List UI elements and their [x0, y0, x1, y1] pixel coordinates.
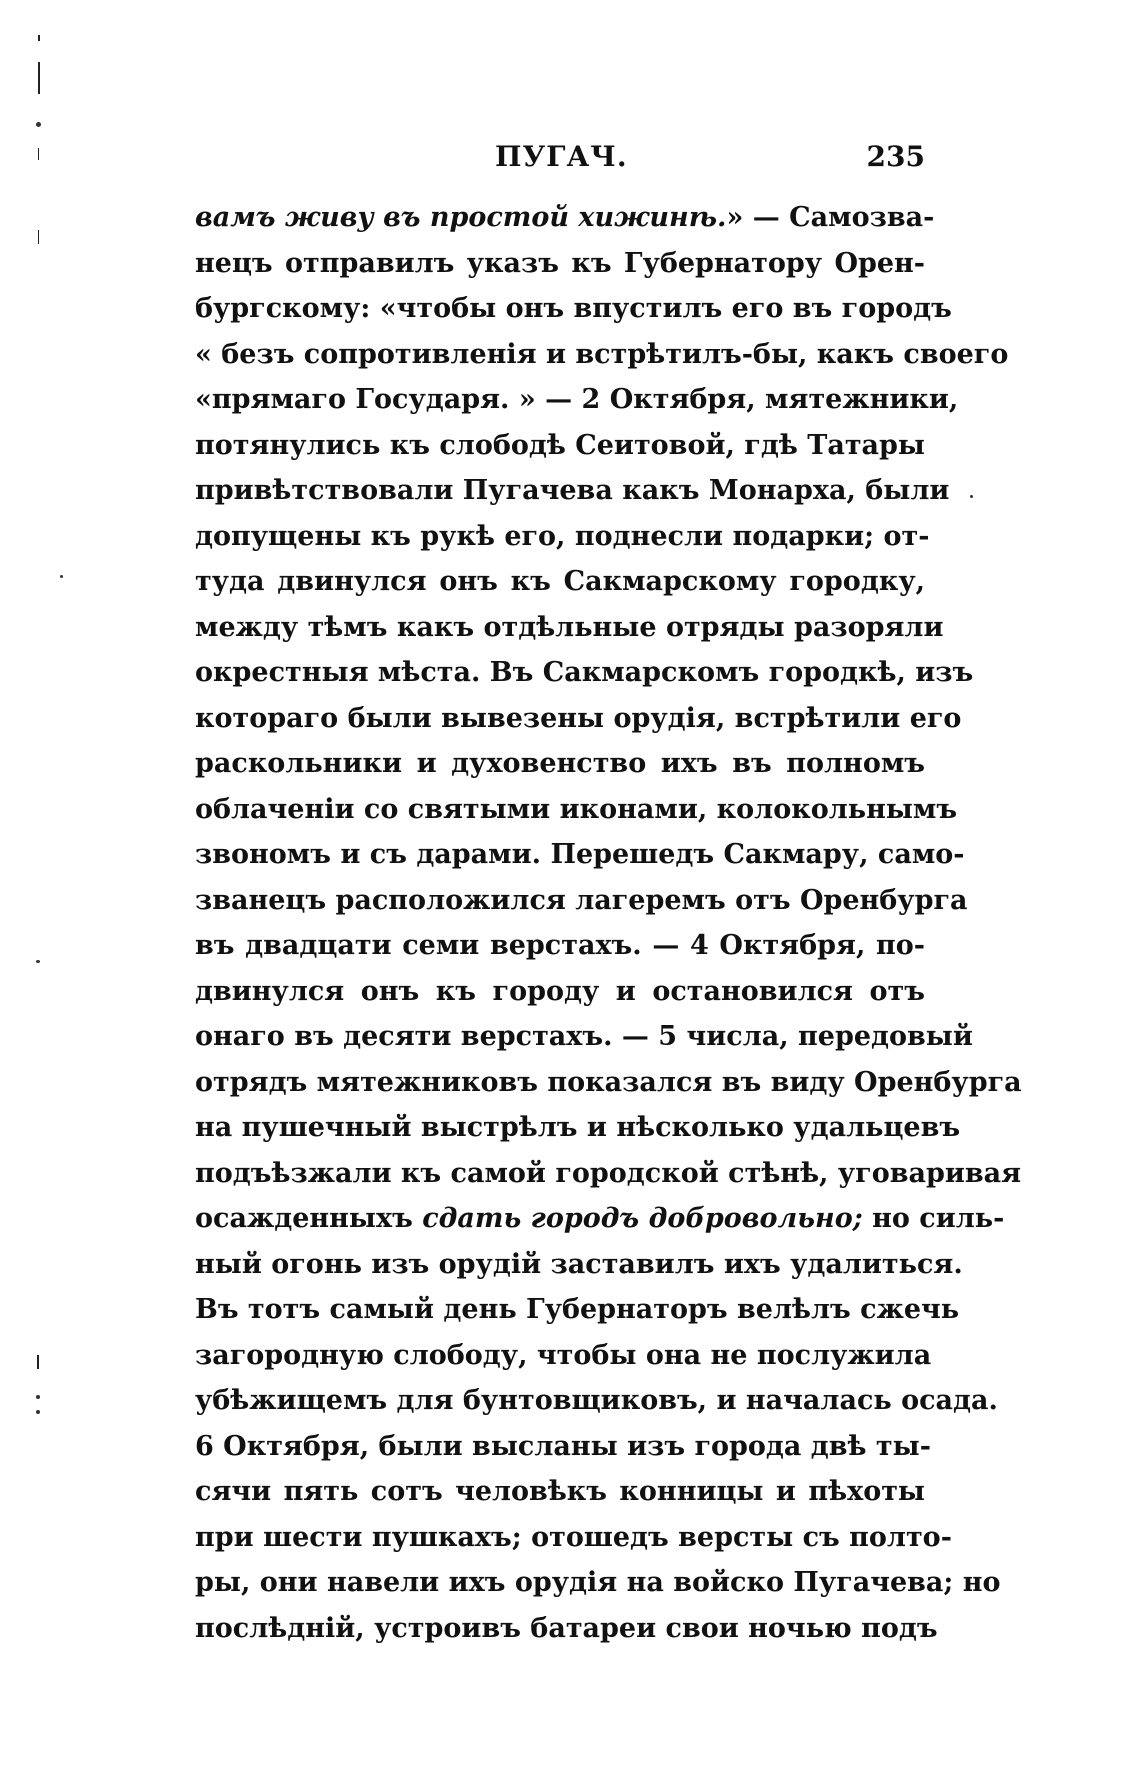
text-span: окрестныя мѣста. Въ Сакмарскомъ городкѣ, изъ — [195, 657, 974, 688]
text-span: въ двадцати семи верстахъ. — 4 Октября, по- — [195, 930, 925, 961]
text-line — [195, 605, 944, 651]
text-line — [195, 377, 959, 423]
text-line — [195, 923, 925, 969]
text-span: сячи пять сотъ человѣкъ конницы и пѣхоты — [195, 1476, 925, 1507]
text-line — [195, 1515, 952, 1561]
margin-mark — [38, 230, 39, 244]
margin-speck — [60, 575, 63, 578]
text-line — [195, 514, 930, 560]
text-span: между тѣмъ какъ отдѣльные отряды разоряли — [195, 611, 944, 643]
text-span: но силь- — [862, 1203, 1005, 1234]
text-line — [195, 559, 925, 605]
running-head — [195, 140, 925, 180]
text-line — [195, 1014, 973, 1060]
text-span: туда двинулся онъ къ Сакмарскому городку, — [195, 566, 925, 597]
margin-speck — [36, 1410, 40, 1414]
text-line — [195, 1560, 1001, 1606]
text-line — [195, 741, 925, 787]
text-line — [195, 286, 952, 332]
text-line — [195, 787, 958, 833]
text-line — [195, 1151, 1022, 1197]
text-line — [195, 241, 925, 287]
margin-mark — [37, 1355, 39, 1369]
text-line — [195, 650, 974, 696]
text-line — [195, 696, 962, 742]
text-span: ный огонь изъ орудій заставилъ ихъ удалиться. — [195, 1248, 963, 1280]
text-line — [195, 423, 925, 469]
text-span: отрядъ мятежниковъ показался въ виду Оренбурга — [195, 1066, 1022, 1098]
text-span: потянулись къ слободѣ Сеитовой, гдѣ Татары — [195, 429, 925, 461]
text-span: званецъ расположился лагеремъ отъ Оренбурга — [195, 884, 968, 916]
text-span: 6 Октября, были высланы изъ города двѣ ты- — [195, 1430, 931, 1462]
text-line — [195, 1060, 1022, 1106]
text-line — [195, 1242, 963, 1288]
text-span: привѣтствовали Пугачева какъ Монарха, были — [195, 475, 950, 506]
text-span: облаченіи со святыми иконами, колокольнымъ — [195, 793, 958, 825]
text-line — [195, 1424, 931, 1470]
text-span: при шести пушкахъ; отошедъ версты съ полто- — [195, 1521, 952, 1553]
text-line — [195, 1333, 932, 1379]
running-title: ПУГАЧ. — [495, 140, 628, 173]
text-span: котораго были вывезены орудія, встрѣтили его — [195, 702, 962, 734]
text-span: «прямаго Государя. » — 2 Октября, мятежники, — [195, 384, 959, 415]
text-line — [195, 1105, 961, 1151]
page-number: 235 — [866, 140, 925, 173]
text-span: ры, они навели ихъ орудія на войско Пугачева; но — [195, 1567, 1001, 1598]
text-span: послѣдній, устроивъ батареи свои ночью подъ — [195, 1612, 938, 1644]
text-span: загородную слободу, чтобы она не послужила — [195, 1339, 932, 1371]
text-line — [195, 1287, 960, 1333]
text-line — [195, 1378, 998, 1424]
text-span: осажденныхъ — [195, 1203, 423, 1234]
body-text — [195, 195, 1022, 1651]
text-span: звономъ и съ дарами. Перешедъ Сакмару, само- — [195, 839, 965, 870]
margin-speck — [36, 122, 41, 127]
margin-speck — [36, 1395, 40, 1399]
text-line — [195, 1469, 925, 1515]
text-line — [195, 195, 935, 241]
text-line — [195, 1606, 938, 1652]
text-line — [195, 468, 950, 514]
text-line — [195, 1196, 1005, 1242]
text-span: онаго въ десяти верстахъ. — 5 числа, передовый — [195, 1021, 973, 1052]
text-span: « безъ сопротивленія и встрѣтилъ-бы, какъ своего — [195, 338, 1009, 370]
margin-mark — [38, 62, 40, 94]
margin-speck — [970, 495, 973, 498]
text-span: подъѣзжали къ самой городской стѣнѣ, уговаривая — [195, 1157, 1022, 1189]
text-span: на пушечный выстрѣлъ и нѣсколько удальцевъ — [195, 1112, 961, 1143]
text-line — [195, 832, 965, 878]
text-span: бургскому: «чтобы онъ впустилъ его въ городъ — [195, 293, 952, 324]
text-span: » — Самозва- — [726, 202, 935, 233]
margin-speck — [36, 960, 40, 963]
text-line — [195, 878, 968, 924]
italic-span: сдать городъ добровольно; — [422, 1203, 863, 1234]
text-span: Въ тотъ самый день Губернаторъ велѣлъ сжечь — [195, 1294, 960, 1325]
margin-mark — [38, 148, 39, 160]
text-span: раскольники и духовенство ихъ въ полномъ — [195, 748, 925, 779]
italic-span: вамъ живу въ простой хижинѣ. — [195, 202, 727, 233]
text-line — [195, 969, 925, 1015]
margin-mark — [38, 35, 40, 41]
text-span: двинулся онъ къ городу и остановился отъ — [195, 975, 925, 1007]
text-line — [195, 332, 1009, 378]
text-span: убѣжищемъ для бунтовщиковъ, и началась осада. — [195, 1385, 998, 1416]
text-span: допущены къ рукѣ его, поднесли подарки; от- — [195, 520, 930, 552]
text-span: нецъ отправилъ указъ къ Губернатору Орен- — [195, 247, 925, 279]
